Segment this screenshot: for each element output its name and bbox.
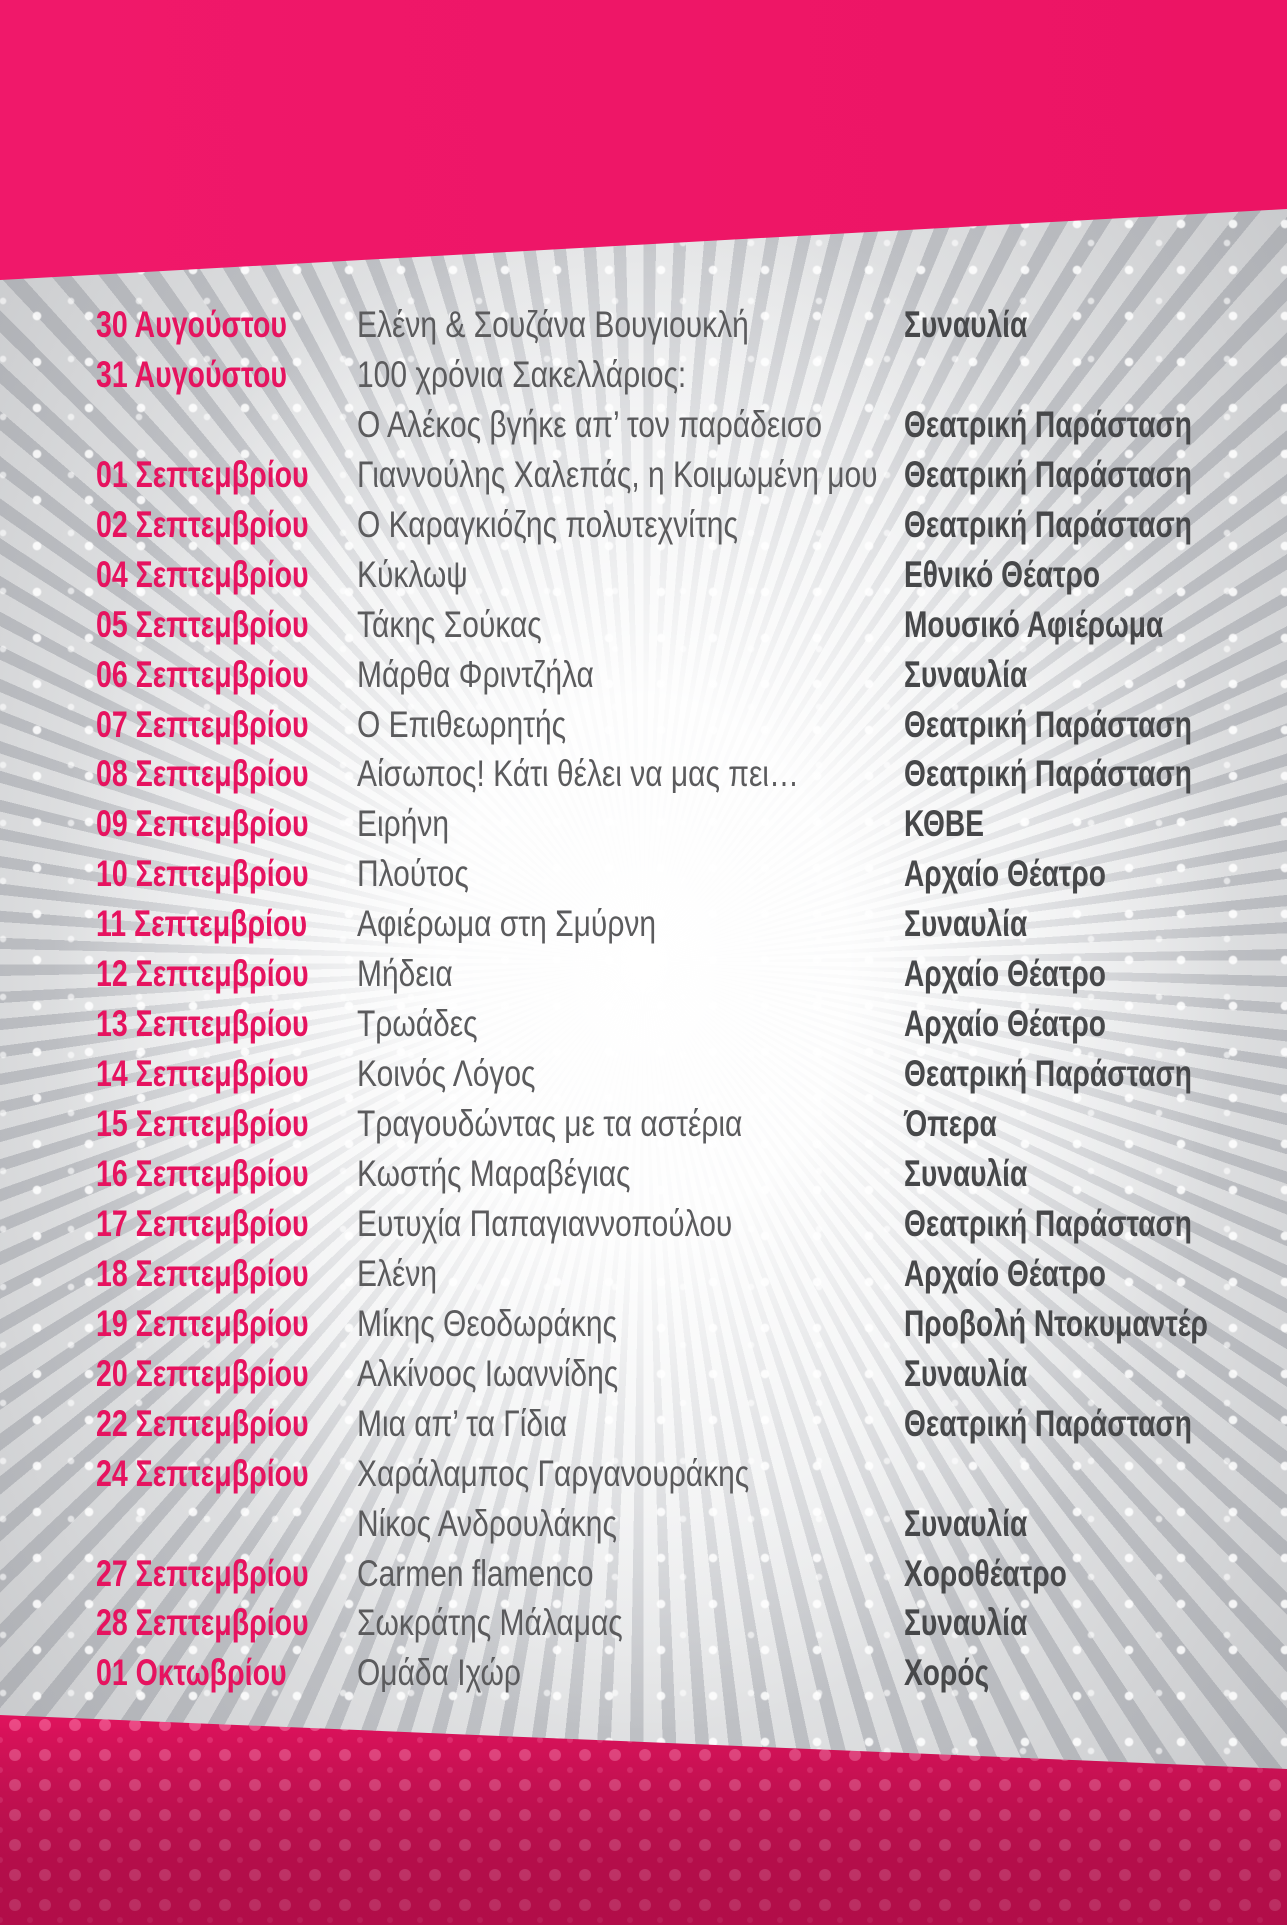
event-date: 30 Αυγούστου [96, 304, 287, 345]
event-date: 15 Σεπτεμβρίου [96, 1103, 309, 1145]
event-title: Ομάδα Ιχώρ [357, 1652, 521, 1694]
event-category: Αρχαίο Θέατρο [904, 1003, 1106, 1045]
schedule-row [0, 1349, 1287, 1399]
schedule-row [0, 1299, 1287, 1349]
event-date: 24 Σεπτεμβρίου [96, 1452, 309, 1494]
event-title: Νίκος Ανδρουλάκης [357, 1502, 617, 1544]
schedule-row [0, 1449, 1287, 1499]
event-title: Μήδεια [357, 953, 453, 995]
schedule-row [0, 949, 1287, 999]
event-title: Ο Καραγκιόζης πολυτεχνίτης [357, 503, 738, 545]
event-title: 100 χρόνια Σακελλάριος: [357, 353, 687, 395]
event-title: Γιαννούλης Χαλεπάς, η Κοιμωμένη μου [357, 453, 878, 495]
event-title: Τραγουδώντας με τα αστέρια [357, 1103, 743, 1145]
schedule-row [0, 749, 1287, 799]
event-title: Χαράλαμπος Γαργανουράκης [357, 1452, 750, 1494]
schedule-row [0, 700, 1287, 750]
schedule-row [0, 400, 1287, 450]
event-date: 09 Σεπτεμβρίου [96, 803, 309, 845]
event-date: 06 Σεπτεμβρίου [96, 653, 309, 695]
event-date: 17 Σεπτεμβρίου [96, 1202, 309, 1244]
event-category: Θεατρική Παράσταση [904, 403, 1192, 445]
event-date: 13 Σεπτεμβρίου [96, 1003, 309, 1045]
event-title: Ο Επιθεωρητής [357, 703, 567, 745]
schedule-row [0, 1099, 1287, 1149]
event-title: Τρωάδες [357, 1003, 478, 1045]
event-category: Αρχαίο Θέατρο [904, 953, 1106, 995]
event-category: Συναυλία [904, 1152, 1028, 1194]
schedule-row [0, 1499, 1287, 1549]
schedule-row [0, 550, 1287, 600]
schedule-row [0, 1399, 1287, 1449]
event-category: Συναυλία [904, 1352, 1028, 1394]
event-title: Τάκης Σούκας [357, 603, 542, 645]
event-date: 01 Σεπτεμβρίου [96, 453, 309, 495]
event-schedule [0, 300, 1287, 1699]
event-title: Κύκλωψ [357, 553, 468, 595]
event-title: Σωκράτης Μάλαμας [357, 1602, 623, 1644]
bottom-banner-shade [0, 1715, 1287, 1925]
event-category: ΚΘΒΕ [904, 803, 984, 845]
schedule-row [0, 1149, 1287, 1199]
schedule-row [0, 899, 1287, 949]
event-date: 08 Σεπτεμβρίου [96, 753, 309, 795]
event-category: Μουσικό Αφιέρωμα [904, 603, 1164, 645]
event-date: 31 Αυγούστου [96, 353, 287, 395]
event-title: Μάρθα Φριντζήλα [357, 653, 594, 695]
schedule-row [0, 600, 1287, 650]
event-category: Συναυλία [904, 304, 1028, 345]
event-date: 05 Σεπτεμβρίου [96, 603, 309, 645]
event-title: Αίσωπος! Κάτι θέλει να μας πει… [357, 753, 799, 795]
event-date: 19 Σεπτεμβρίου [96, 1302, 309, 1344]
event-category: Θεατρική Παράσταση [904, 1402, 1192, 1444]
schedule-row [0, 1598, 1287, 1648]
event-date: 20 Σεπτεμβρίου [96, 1352, 309, 1394]
schedule-row [0, 300, 1287, 350]
event-date: 01 Οκτωβρίου [96, 1652, 287, 1694]
event-title: Κοινός Λόγος [357, 1053, 536, 1095]
event-date: 04 Σεπτεμβρίου [96, 553, 309, 595]
schedule-row [0, 450, 1287, 500]
event-title: Ειρήνη [357, 803, 450, 845]
event-title: Πλούτος [357, 853, 469, 895]
event-category: Χοροθέατρο [904, 1552, 1067, 1594]
schedule-row [0, 999, 1287, 1049]
event-title: Κωστής Μαραβέγιας [357, 1152, 631, 1194]
event-category: Θεατρική Παράσταση [904, 503, 1192, 545]
event-date: 11 Σεπτεμβρίου [96, 903, 308, 945]
event-category: Συναυλία [904, 1602, 1028, 1644]
event-date: 22 Σεπτεμβρίου [96, 1402, 309, 1444]
event-category: Προβολή Ντοκυμαντέρ [904, 1302, 1208, 1344]
event-category: Συναυλία [904, 1502, 1028, 1544]
event-date: 07 Σεπτεμβρίου [96, 703, 309, 745]
schedule-row [0, 1199, 1287, 1249]
schedule-row [0, 1249, 1287, 1299]
event-title: Μίκης Θεοδωράκης [357, 1302, 617, 1344]
event-category: Εθνικό Θέατρο [904, 553, 1101, 595]
schedule-row [0, 849, 1287, 899]
event-title: Ελένη & Σουζάνα Βουγιουκλή [357, 304, 749, 345]
event-category: Συναυλία [904, 653, 1028, 695]
schedule-row [0, 799, 1287, 849]
top-banner [0, 0, 1287, 280]
schedule-row [0, 1648, 1287, 1698]
schedule-row [0, 500, 1287, 550]
event-category: Θεατρική Παράσταση [904, 1053, 1192, 1095]
event-date: 28 Σεπτεμβρίου [96, 1602, 309, 1644]
event-title: Ευτυχία Παπαγιαννοπούλου [357, 1202, 733, 1244]
event-date: 10 Σεπτεμβρίου [96, 853, 309, 895]
event-date: 16 Σεπτεμβρίου [96, 1152, 309, 1194]
event-title: Carmen flamenco [357, 1552, 594, 1594]
event-category: Όπερα [904, 1103, 997, 1145]
event-category: Συναυλία [904, 903, 1028, 945]
event-category: Θεατρική Παράσταση [904, 453, 1192, 495]
event-date: 18 Σεπτεμβρίου [96, 1252, 309, 1294]
event-date: 02 Σεπτεμβρίου [96, 503, 309, 545]
event-category: Χορός [904, 1652, 990, 1694]
event-title: Ελένη [357, 1252, 438, 1294]
event-title: Ο Αλέκος βγήκε απ’ τον παράδεισο [357, 403, 823, 445]
schedule-row [0, 650, 1287, 700]
event-category: Θεατρική Παράσταση [904, 703, 1192, 745]
event-title: Αφιέρωμα στη Σμύρνη [357, 903, 657, 945]
event-title: Αλκίνοος Ιωαννίδης [357, 1352, 619, 1394]
event-category: Αρχαίο Θέατρο [904, 853, 1106, 895]
event-date: 14 Σεπτεμβρίου [96, 1053, 309, 1095]
event-title: Μια απ’ τα Γίδια [357, 1402, 568, 1444]
schedule-row [0, 350, 1287, 400]
event-date: 27 Σεπτεμβρίου [96, 1552, 309, 1594]
schedule-row [0, 1549, 1287, 1599]
event-category: Θεατρική Παράσταση [904, 1202, 1192, 1244]
event-category: Αρχαίο Θέατρο [904, 1252, 1106, 1294]
event-date: 12 Σεπτεμβρίου [96, 953, 309, 995]
event-category: Θεατρική Παράσταση [904, 753, 1192, 795]
schedule-row [0, 1049, 1287, 1099]
